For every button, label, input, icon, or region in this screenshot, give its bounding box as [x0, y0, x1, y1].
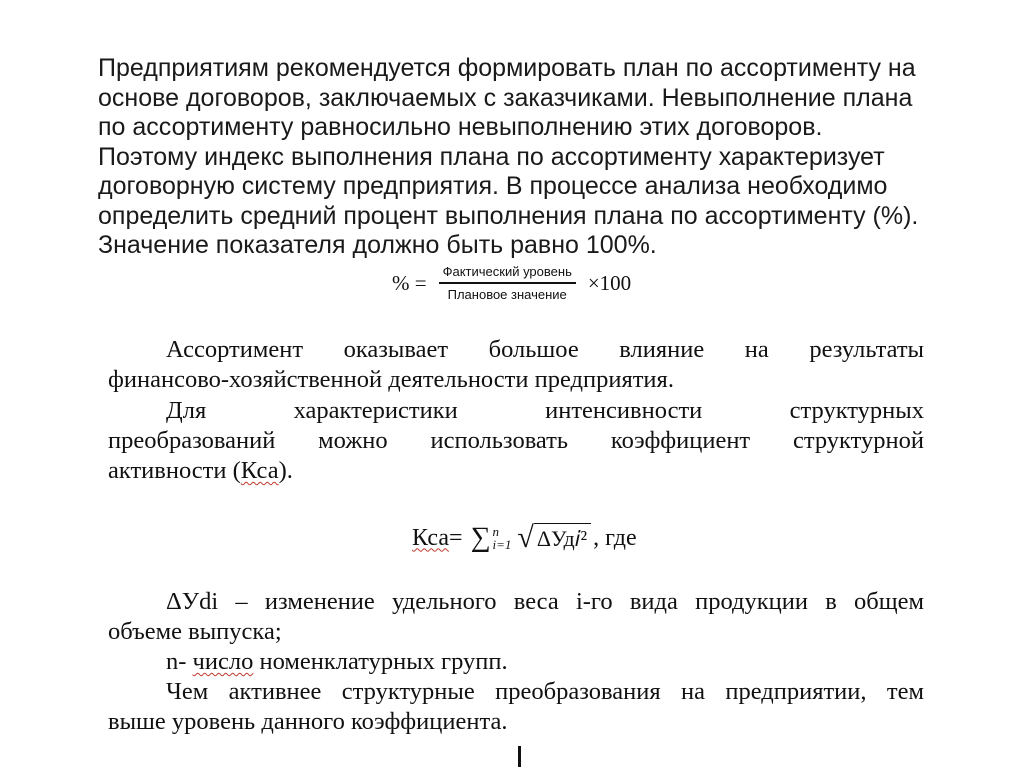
assortment-line-1: Ассортимент оказывает большое влияние на результаты — [166, 336, 924, 363]
assortment-paragraph — [108, 335, 924, 395]
percent-formula-rhs: ×100 — [587, 270, 632, 295]
fraction-bar — [439, 282, 576, 283]
intro-line-1: Предприятиям рекомендуется формировать план по ассортименту на — [98, 54, 916, 82]
intro-line-2: основе договоров, заключаемых с заказчиками. Невыполнение плана — [98, 83, 913, 112]
legend-term-count: число — [192, 648, 254, 675]
radical-sign-icon: √ — [517, 521, 534, 554]
ksa-intro-word-1: Для — [166, 397, 207, 424]
legend-line-4: Чем активнее структурные преобразования на предприятии, тем — [166, 678, 924, 705]
intro-line-4: Поэтому индекс выполнения плана по ассортименту характеризует — [98, 142, 885, 171]
sum-upper-limit: n — [492, 524, 500, 539]
ksa-formula — [412, 522, 637, 554]
intro-line-5: договорную систему предприятия. В процессе анализа необходимо — [98, 172, 888, 200]
text-cursor-mark — [518, 746, 521, 767]
legend-line-3-prefix: n- — [166, 648, 193, 675]
ksa-intro-line-3 — [108, 456, 924, 486]
ksa-formula-suffix: , где — [593, 524, 637, 551]
fraction-denominator: Плановое значение — [447, 286, 567, 302]
ksa-intro-word-3: интенсивности — [545, 397, 703, 424]
radicand: ΔУд𝑖² — [534, 523, 591, 553]
legend-paragraph — [108, 587, 924, 737]
percent-formula-lhs: % = — [392, 270, 427, 295]
fraction-numerator: Фактический уровень — [442, 264, 572, 280]
legend-line-3 — [166, 647, 924, 677]
ksa-formula-lhs: Кса — [412, 524, 450, 551]
percent-fraction — [439, 264, 576, 301]
ksa-intro-word-2: характеристики — [293, 397, 458, 424]
percent-formula — [392, 258, 631, 308]
ksa-intro-word-4: структурных — [789, 397, 924, 424]
sum-symbol: ∑ — [470, 522, 491, 553]
ksa-intro-line-1 — [166, 396, 924, 426]
ksa-intro-line-2: преобразований можно использовать коэффициент структурной — [108, 427, 924, 454]
sum-lower-limit: i=1 — [492, 537, 512, 552]
intro-line-3: по ассортименту равносильно невыполнению этих договоров. — [98, 113, 823, 141]
ksa-formula-equals: = — [449, 524, 463, 551]
legend-line-1: ΔУdі – изменение удельного веса і-го вида продукции в общем — [166, 588, 924, 615]
ksa-intro-paragraph — [108, 396, 924, 486]
square-root — [517, 523, 591, 553]
assortment-line-2: финансово-хозяйственной деятельности предприятия. — [108, 366, 674, 393]
intro-line-7: Значение показателя должно быть равно 100%. — [98, 231, 657, 259]
legend-line-2: объеме выпуска; — [108, 618, 282, 645]
intro-line-6: определить средний процент выполнения плана по ассортименту (%). — [98, 201, 919, 230]
ksa-intro-line-3-prefix: активности ( — [108, 457, 241, 484]
ksa-intro-line-3-suffix: ). — [278, 457, 293, 484]
ksa-term: Кса — [240, 457, 279, 484]
intro-paragraph — [98, 54, 978, 261]
sum-limits — [493, 525, 512, 551]
legend-line-5: выше уровень данного коэффициента. — [108, 708, 508, 735]
legend-line-3-suffix: номенклатурных групп. — [253, 648, 508, 675]
